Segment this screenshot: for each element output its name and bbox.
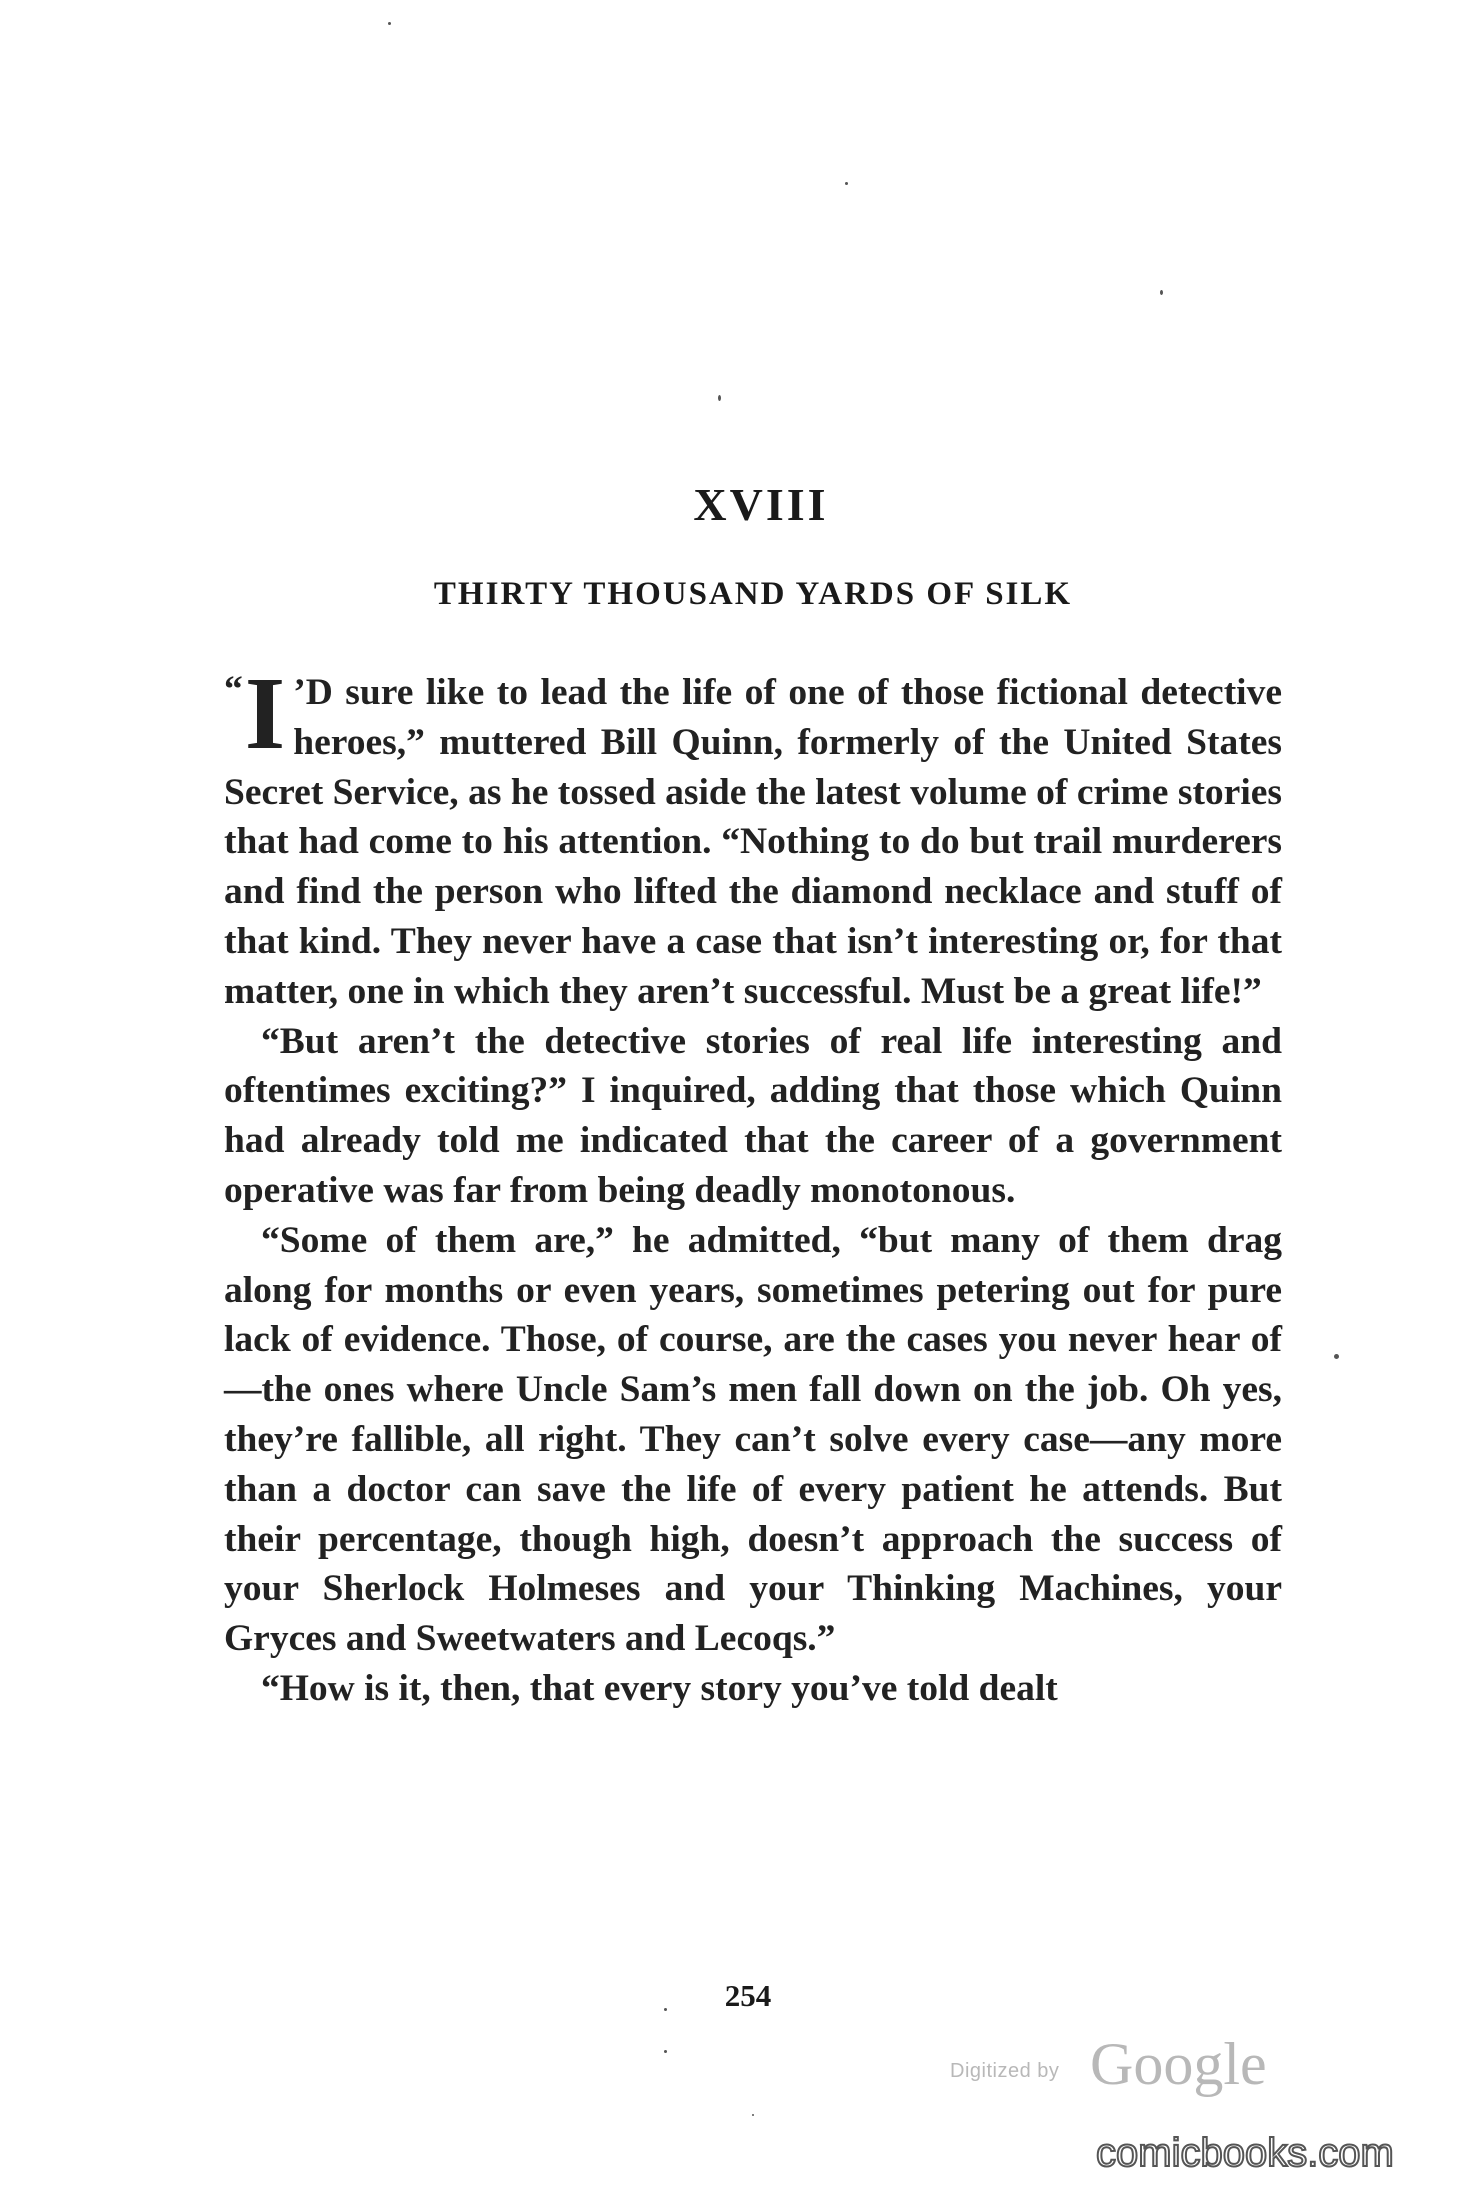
drop-cap: I [244,656,286,771]
google-logo-text: Google [1090,2031,1267,2097]
chapter-title: THIRTY THOUSAND YARDS OF SILK [433,576,1073,612]
scan-speck [718,395,721,401]
scan-speck [664,2050,667,2053]
scan-speck [388,22,391,25]
site-watermark-logo [1092,2128,1432,2178]
opening-quote: “ [224,669,243,710]
paragraph-1 [224,656,1282,1017]
page-number: 254 [724,1978,772,2013]
scan-speck [752,2114,754,2116]
paragraph-4: “How is it, then, that every story you’ve told dealt [261,1667,1058,1709]
digitized-by-text: Digitized by [950,2060,1060,2082]
chapter-body [224,656,1282,1714]
paragraph-3: “Some of them are,” he admitted, “but many of them drag along for months or even years, sometimes petering out for pure lack of evidence. Those, of course, are the cases you never hear of—the ones where Uncle Sam’s men fall down on the job. Oh yes, they’re fallible, all right. They can’t solve every case—any more than a doctor can save the life of every patient he attends. But their percentage, though high, doesn’t approach the success of your Sherlock Holmeses and your Thinking Machines, your Gryces and Sweetwaters and Lecoqs.” [224,1219,1282,1660]
chapter-number: XVIII [693,479,829,530]
scan-speck [1160,290,1163,295]
site-watermark [1092,2128,1432,2178]
google-watermark [950,2030,1270,2100]
site-watermark-text: comicbooks.com [1096,2131,1394,2175]
paragraph-2: “But aren’t the detective stories of real life interesting and oftentimes exciting?” I inquired, adding that those which Quinn had already told me indicated that the career of a government operative was far from being deadly monotonous. [224,1020,1282,1211]
scan-speck [1334,1354,1339,1359]
scan-speck [845,182,848,185]
paragraph-1-text: ’D sure like to lead the life of one of those fictional detective heroes,” muttered Bill Quinn, formerly of the United States Secret Service, as he tossed aside the latest volume of crime stories that had come to his attention. “Nothing to do but trail murderers and find the person who lifted the diamond necklace and stuff of that kind. They never have a case that isn’t interesting or, for that matter, one in which they aren’t successful. Must be a great life!” [224,672,1282,1012]
